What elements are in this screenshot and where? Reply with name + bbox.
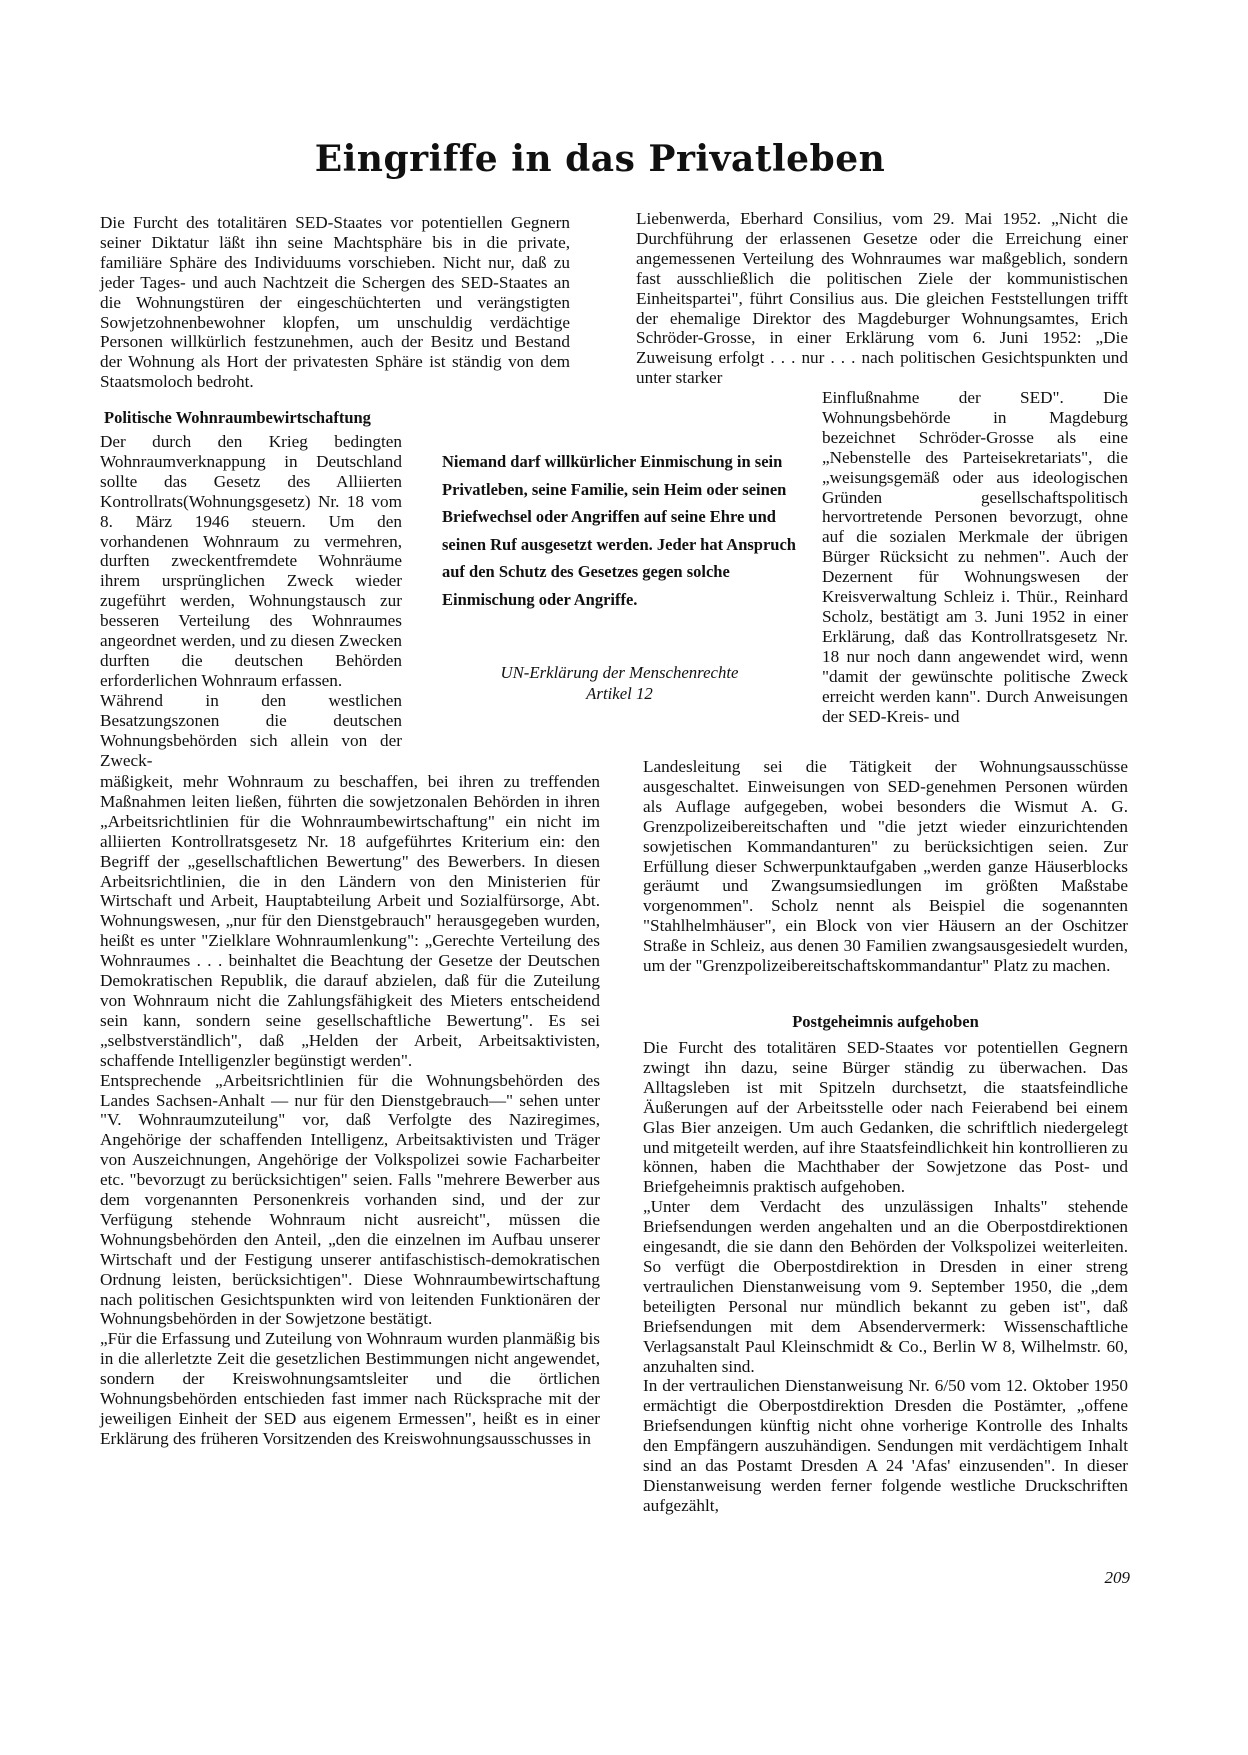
section2-paragraph-3: In der vertraulichen Dienstanweisung Nr. 6/50 vom 12. Oktober 1950 ermächtigt die Oberpostdirektion Dresden die Postämter, „offene Briefsendungen künftig nicht ohne vorherige Kontrolle des Inhalts den Empfängern auszuhändigen. Sendungen mit verdächtigem Inhalt sind an das Postamt Dresden A 24 'Afas' einzusenden". In dieser Dienstanweisung werden ferner folgende westliche Druckschriften aufgezählt, xyxy=(643,1376,1128,1515)
section1-paragraph-4: Entsprechende „Arbeitsrichtlinien für die Wohnungsbehörden des Landes Sachsen-Anhalt — nur für den Dienstgebrauch—" sehen unter "V. Wohnraumzuteilung" vor, daß Verfolgte des Naziregimes, Angehörige der schaffenden Intelligenz, Arbeitsaktivisten und Träger von Auszeichnungen, Angehörige der Volkspolizei sowie Facharbeiter etc. "bevorzugt zu berücksichtigen" seien. Falls "mehrere Bewerber aus dem vorgenannten Personenkreis vorhanden sind, und der zur Verfügung stehende Wohnraum nicht ausreicht", müssen die Wohnungsbehörden den Anteil, „den die einzelnen im Aufbau unserer Wirtschaft und der Festigung unserer antifaschistisch-demokratischen Ordnung leisten, berücksichtigen". Diese Wohnraumbewirtschaftung nach politischen Gesichtspunkten wird von leitenden Funktionären der Wohnungsbehörden in der Sowjetzone bestätigt. xyxy=(100,1070,600,1329)
intro-paragraph: Die Furcht des totalitären SED-Staates vor potentiellen Gegnern seiner Diktatur läßt ihn seine Machtsphäre bis in die private, familiäre Sphäre des Individuums vorschieben. Nicht nur, daß zu jeder Tages- und auch Nachtzeit die Schergen des SED-Staates an die Wohnungstüren der eingeschüchterten und verängstigten Sowjetzohnenbewohner klopfen, um unschuldig verdächtige Personen willkürlich festzunehmen, auch der Besitz und Bestand der Wohnung als Hort der privatesten Sphäre ist ständig von dem Staatsmoloch bedroht. xyxy=(100,213,570,392)
section1-narrow-block xyxy=(100,432,402,770)
section-heading-post: Postgeheimnis aufgehoben xyxy=(792,1012,979,1031)
quote-source xyxy=(442,662,797,704)
human-rights-quote: Niemand darf willkürlicher Einmischung in sein Privatleben, seine Familie, sein Heim oder seinen Briefwechsel oder Angriffen auf seine Ehre und seinen Ruf ausgesetzt werden. Jeder hat Anspruch auf den Schutz des Gesetzes gegen solche Einmischung oder Angriffe. xyxy=(442,452,796,609)
section1-wide-block xyxy=(100,772,600,1449)
page-title: Eingriffe in das Privatleben xyxy=(314,138,886,180)
right-column-narrow xyxy=(822,388,1128,726)
section1-paragraph-3: mäßigkeit, mehr Wohnraum zu beschaffen, bei ihren zu treffenden Maßnahmen leiten ließen, führten die sowjetzonalen Behörden in ihren „Arbeitsrichtlinien für die Wohnraumbewirtschaftung" ein nicht im alliierten Kontrollratsgesetz Nr. 18 aufgeführtes Kriterium ein: den Begriff der „gesellschaftlichen Bewertung" des Bewerbers. In diesen Arbeitsrichtlinien, die in den Ländern von den Ministerien für Wirtschaft und Arbeit, Hauptabteilung Arbeit und Sozialfürsorge, Abt. Wohnungswesen, „nur für den Dienstgebrauch" herausgegeben wurden, heißt es unter "Zielklare Wohnraumlenkung": „Gerechte Verteilung des Wohnraumes . . . beinhaltet die Beachtung der Gesetze der Deutschen Demokratischen Republik, die darauf abzielen, daß für die Zuteilung von Wohnraum nicht die Zahlungsfähigkeit des Mieters entscheidend sein kann, sondern seine gesellschaftliche Bewertung". Es sei „selbstverständlich", daß „Helden der Arbeit, Arbeitsaktivisten, schaffende Intelligenzler begünstigt werden". xyxy=(100,772,600,1070)
section1-paragraph-5: „Für die Erfassung und Zuteilung von Wohnraum wurden planmäßig bis in die allerletzte Zeit die gesetzlichen Bestimmungen nicht angewendet, sondern der Kreiswohnungsamtsleiter und die örtlichen Wohnungsbehörden entschieden fast immer nach Rücksprache mit der jeweiligen Einheit der SED aus eigenem Ermessen", heißt es in einer Erklärung des früheren Vorsitzenden des Kreiswohnungsausschusses in xyxy=(100,1329,600,1448)
quote-source-line-1: UN-Erklärung der Menschenrechte xyxy=(500,663,739,682)
quote-source-line-2: Artikel 12 xyxy=(586,684,653,703)
right-column-rest xyxy=(643,757,1128,976)
section1-paragraph-2: Während in den westlichen Besatzungszonen die deutschen Wohnungsbehörden sich allein von der Zweck- xyxy=(100,690,402,770)
section-heading-wohnraum: Politische Wohnraumbewirtschaftung xyxy=(104,408,371,427)
page-number: 209 xyxy=(1104,1568,1130,1587)
right-paragraph-top: Liebenwerda, Eberhard Consilius, vom 29. Mai 1952. „Nicht die Durchführung der erlassenen Gesetze oder die Erreichung einer angemessenen Verteilung des Wohnraumes war maßgeblich, sondern fast ausschließlich die politischen Ziele der kommunistischen Einheitspartei", führt Consilius aus. Die gleichen Feststellungen trifft der ehemalige Direktor des Magdeburger Wohnungsamtes, Erich Schröder-Grosse, in einer Erklärung vom 6. Juni 1952: „Die Zuweisung erfolgt . . . nur . . . nach politischen Gesichtspunkten und unter starker xyxy=(636,209,1128,388)
section1-paragraph-1: Der durch den Krieg bedingten Wohnraumverknappung in Deutschland sollte das Gesetz des Alliierten Kontrollrats(Wohnungsgesetz) Nr. 18 vom 8. März 1946 steuern. Um den vorhandenen Wohnraum zu vermehren, durften zweckentfremdete Wohnräume ihrem ursprünglichen Zweck wieder zugeführt werden, Wohnungstausch zur besseren Verteilung des Wohnraumes angeordnet werden, und zu diesen Zwecken durften die deutschen Behörden erforderlichen Wohnraum erfassen. xyxy=(100,432,402,690)
section2-paragraph-2: „Unter dem Verdacht des unzulässigen Inhalts" stehende Briefsendungen werden angehalten und an die Oberpostdirektionen eingesandt, die sie dann den Behörden der Volkspolizei weiterleiten. So verfügt die Oberpostdirektion in Dresden in einer streng vertraulichen Dienstanweisung vom 9. September 1950, die „dem beteiligten Personal nur mündlich bekannt zu geben ist", daß Briefsendungen mit dem Absendervermerk: Wissenschaftliche Verlagsanstalt Paul Kleinschmidt & Co., Berlin W 8, Wilhelmstr. 60, anzuhalten sind. xyxy=(643,1197,1128,1376)
section2-block xyxy=(643,1038,1128,1516)
right-paragraph-narrow: Einflußnahme der SED". Die Wohnungsbehörde in Magdeburg bezeichnet Schröder-Grosse als eine „Nebenstelle des Parteisekretariats", die „weisungsgemäß oder aus ideologischen Gründen gesellschaftspolitisch hervortretende Personen bevorzugt, ohne auf die sozialen Merkmale der übrigen Bürger Rücksicht zu nehmen". Auch der Dezernent für Wohnungswesen der Kreisverwaltung Schleiz i. Thür., Reinhard Scholz, bestätigt am 3. Juni 1952 in einer Erklärung, daß das Kontrollratsgesetz Nr. 18 nur noch dann angewendet wird, wenn "damit der gewünschte politische Zweck erreicht werden kann". Durch Anweisungen der SED-Kreis- und xyxy=(822,388,1128,726)
section2-paragraph-1: Die Furcht des totalitären SED-Staates vor potentiellen Gegnern zwingt ihn dazu, seine Bürger ständig zu überwachen. Das Alltagsleben ist mit Spitzeln durchsetzt, die staatsfeindliche Äußerungen auf der Arbeitsstelle oder nach Feierabend bei einem Glas Bier anzeigen. Um auch Gedanken, die schriftlich niedergelegt und mitgeteilt werden, auf ihre Staatsfeindlichkeit hin kontrollieren zu können, haben die Machthaber der Sowjetzone das Post- und Briefgeheimnis praktisch aufgehoben. xyxy=(643,1038,1128,1197)
intro-paragraph-block xyxy=(100,213,570,392)
right-column-top xyxy=(636,209,1128,388)
right-paragraph-rest: Landesleitung sei die Tätigkeit der Wohnungsausschüsse ausgeschaltet. Einweisungen von SED-genehmen Personen würden als Auflage aufgegeben, wobei besonders die Wismut A. G. Grenzpolizeibereitschaften und "die jetzt wieder einzurichtenden sowjetischen Kommandanturen" zu berücksichtigen seien. Zur Erfüllung dieser Schwerpunktaufgaben „werden ganze Häuserblocks geräumt und Zwangsumsiedlungen im größten Maßstabe vorgenommen". Scholz nennt als Beispiel die sogenannten "Stahlhelmhäuser", ein Block von vier Häusern an der Oschitzer Straße in Schleiz, aus denen 30 Familien zwangsausgesiedelt wurden, um der "Grenzpolizeibereitschaftskommandantur" Platz zu machen. xyxy=(643,757,1128,976)
